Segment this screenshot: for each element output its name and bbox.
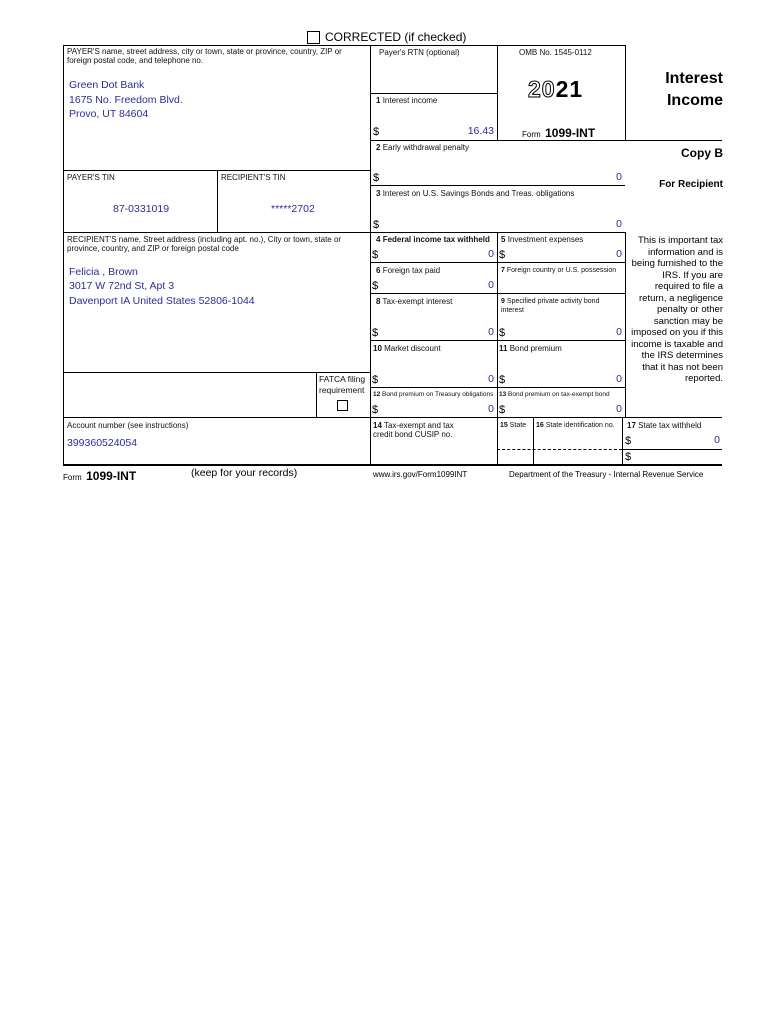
box8-text: Tax-exempt interest (382, 297, 453, 306)
box12-num: 12 (373, 391, 381, 398)
box15-num: 15 (500, 422, 508, 429)
recipient-name: Felicia , Brown (69, 266, 138, 278)
divider-box16-box17 (622, 417, 623, 465)
box6-label (376, 266, 440, 275)
fatca-label-2: requirement (319, 385, 365, 395)
box12-text: Bond premium on Treasury obligations (382, 391, 494, 398)
box5-dollar: $ (499, 249, 506, 261)
divider-box15-box16 (533, 417, 534, 465)
recipient-label: RECIPIENT'S name, Street address (including apt. no.), City or town, state or province, country, and ZIP or foreign postal code (67, 235, 342, 253)
omb-label: OMB No. 1545-0112 (519, 48, 592, 57)
box15-text: State (509, 422, 527, 429)
box16-text: State identification no. (545, 422, 615, 429)
box5-value[interactable]: 0 (616, 248, 622, 260)
box8-label (376, 297, 452, 306)
divider-omb-right (625, 45, 626, 140)
box7-num: 7 (501, 267, 505, 274)
box10-num: 10 (373, 344, 382, 353)
copy-title: Copy B (681, 146, 723, 160)
box8-value[interactable]: 0 (488, 326, 494, 338)
box16-num: 16 (536, 422, 544, 429)
box17-value[interactable]: 0 (714, 434, 720, 446)
line-box1-top (370, 93, 497, 94)
box6-num: 6 (376, 266, 381, 275)
line-row6-bottom (370, 293, 625, 294)
recipient-tin-label: RECIPIENT'S TIN (221, 173, 286, 182)
box12-dollar: $ (372, 404, 379, 416)
box10-value[interactable]: 0 (488, 373, 494, 385)
box13-num: 13 (499, 391, 507, 398)
footer-dept: Department of the Treasury - Internal Revenue Service (509, 470, 704, 479)
notice-text: This is important tax information and is being furnished to the IRS. If you are required to file a return, a negligence penalty or other sanction may be imposed on you if this income is taxable and the IRS determines that it has not been reported. (631, 235, 723, 384)
line-row8-bottom (370, 340, 625, 341)
box1-num: 1 (376, 96, 381, 105)
box14-label (373, 421, 473, 439)
box4-num: 4 (376, 235, 381, 244)
state-row-divider (497, 449, 622, 450)
tax-year (528, 76, 583, 103)
tax-year-prefix: 20 (528, 76, 556, 102)
box11-text: Bond premium (509, 344, 562, 353)
box17-num: 17 (627, 421, 636, 430)
box11-label (499, 344, 562, 353)
box6-text: Foreign tax paid (382, 266, 441, 275)
form-title-line2: Income (666, 92, 723, 109)
box4-label (376, 235, 490, 244)
box13-label (499, 390, 610, 399)
recipient-tin-value[interactable]: *****2702 (271, 203, 315, 215)
box10-label (373, 344, 441, 353)
box3-label (376, 189, 574, 198)
box12-label (373, 390, 493, 399)
box1-label (376, 96, 437, 105)
copy-subtitle: For Recipient (659, 179, 723, 190)
box5-label (501, 235, 583, 244)
footer-form-number: 1099-INT (86, 469, 137, 483)
rtn-label: Payer's RTN (optional) (379, 48, 460, 57)
box6-dollar: $ (372, 280, 379, 292)
payer-label: PAYER'S name, street address, city or town, state or province, country, ZIP or foreign postal code, and telephone no. (67, 47, 342, 65)
form-title-line1: Interest (665, 70, 723, 87)
box9-dollar: $ (499, 327, 506, 339)
box9-value[interactable]: 0 (616, 326, 622, 338)
box3-dollar: $ (373, 219, 380, 231)
box9-num: 9 (501, 298, 505, 305)
form-left-border (63, 45, 64, 465)
recipient-address2: Davenport IA United States 52806-1044 (69, 295, 255, 307)
tax-year-suffix: 21 (555, 76, 584, 102)
box17-dollar: $ (625, 435, 632, 447)
box5-text: Investment expenses (507, 235, 584, 244)
box3-value[interactable]: 0 (616, 218, 622, 230)
form-name-prefix: Form (522, 130, 541, 139)
box8-num: 8 (376, 297, 381, 306)
payer-tin-value[interactable]: 87-0331019 (113, 203, 170, 215)
recipient-address1: 3017 W 72nd St, Apt 3 (69, 280, 175, 292)
box13-text: Bond premium on tax-exempt bond (508, 391, 610, 398)
divider-fatca (316, 372, 317, 417)
box10-dollar: $ (372, 374, 379, 386)
box2-text: Early withdrawal penalty (382, 143, 469, 152)
line-box2-bottom (370, 185, 625, 186)
box11-dollar: $ (499, 374, 506, 386)
box7-label (501, 266, 616, 275)
form-name-id: 1099-INT (545, 126, 596, 140)
footer-url[interactable]: www.irs.gov/Form1099INT (373, 470, 468, 479)
box8-dollar: $ (372, 327, 379, 339)
box2-value[interactable]: 0 (616, 171, 622, 183)
box5-num: 5 (501, 235, 506, 244)
box13-dollar: $ (499, 404, 506, 416)
line-box17-mid (622, 449, 722, 450)
line-tins-bottom (63, 232, 625, 233)
box11-value[interactable]: 0 (616, 373, 622, 385)
line-row10-bottom (370, 387, 625, 388)
box1-value[interactable]: 16.43 (467, 125, 494, 137)
box4-dollar: $ (372, 249, 379, 261)
footer-keep: (keep for your records) (191, 467, 298, 479)
box16-label (536, 421, 615, 430)
box4-text: Federal income tax withheld (382, 235, 490, 244)
box9-text: Specified private activity bond interest (501, 298, 600, 314)
box13-value[interactable]: 0 (616, 403, 622, 415)
form-top-border (63, 45, 625, 46)
payer-address2: Provo, UT 84604 (69, 108, 149, 120)
box4-value[interactable]: 0 (488, 248, 494, 260)
box2-num: 2 (376, 143, 381, 152)
account-label: Account number (see instructions) (67, 421, 189, 430)
box10-text: Market discount (384, 344, 441, 353)
fatca-label-1: FATCA filing (319, 374, 366, 384)
box14-num: 14 (373, 421, 382, 430)
box1-text: Interest income (382, 96, 438, 105)
box3-text: Interest on U.S. Savings Bonds and Treas. obligations (382, 189, 575, 198)
payer-address1: 1675 No. Freedom Blvd. (69, 94, 183, 106)
box17-label (627, 421, 701, 430)
box2-label (376, 143, 469, 152)
form-bottom-border (63, 464, 722, 466)
fatca-checkbox[interactable] (337, 400, 348, 411)
payer-tin-label: PAYER'S TIN (67, 173, 115, 182)
divider-mid-right (497, 45, 498, 140)
box15-label (500, 421, 526, 430)
box7-text: Foreign country or U.S. possession (506, 267, 617, 274)
footer-form-id (63, 467, 136, 485)
box6-value[interactable]: 0 (488, 279, 494, 291)
box1-dollar: $ (373, 126, 380, 138)
box12-value[interactable]: 0 (488, 403, 494, 415)
account-value[interactable]: 399360524054 (67, 437, 138, 449)
box2-dollar: $ (373, 172, 380, 184)
line-row12-bottom (63, 417, 722, 418)
box17-dollar-2: $ (625, 451, 632, 463)
footer-form-prefix: Form (63, 473, 82, 482)
box17-text: State tax withheld (638, 421, 702, 430)
divider-box14-box15 (497, 417, 498, 465)
box3-num: 3 (376, 189, 381, 198)
corrected-label: CORRECTED (if checked) (325, 30, 467, 44)
box11-num: 11 (499, 344, 508, 353)
divider-tins (217, 170, 218, 232)
line-recipient-bottom (63, 372, 370, 373)
payer-name: Green Dot Bank (69, 79, 145, 91)
box9-label (501, 297, 619, 315)
form-name (522, 124, 595, 142)
box14-text: Tax-exempt and tax credit bond CUSIP no. (373, 421, 454, 439)
corrected-checkbox[interactable] (307, 31, 320, 44)
